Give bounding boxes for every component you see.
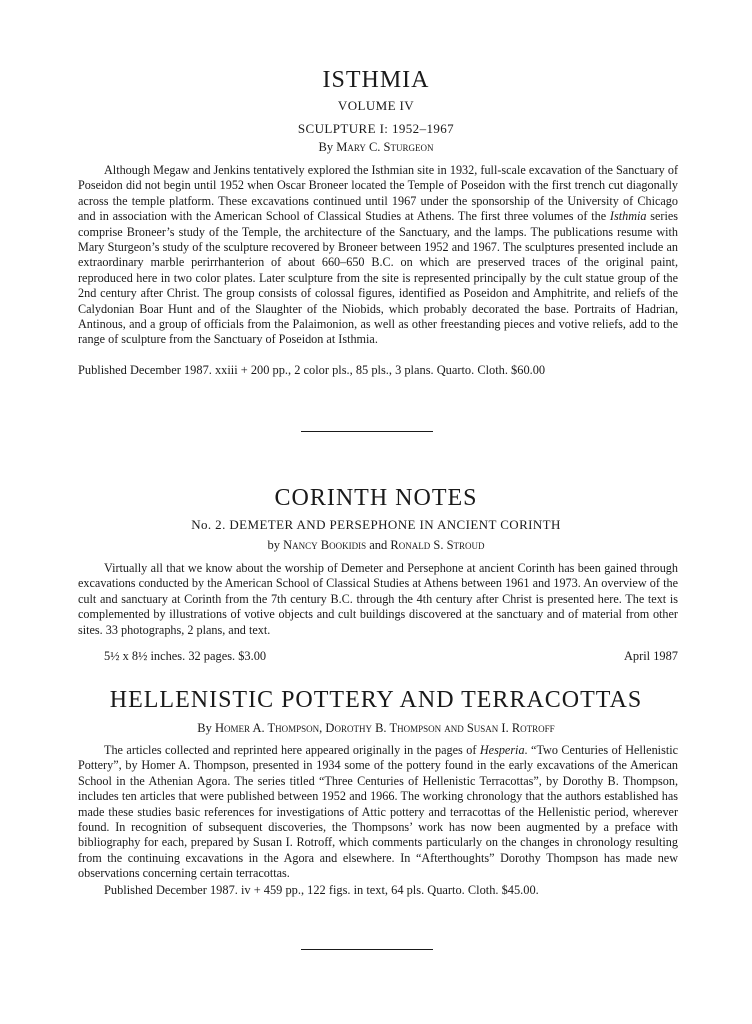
hellenistic-body-1: The articles collected and reprinted here appeared originally in the pages of [104,743,480,757]
corinth-subtitle: No. 2. DEMETER AND PERSEPHONE IN ANCIENT CORINTH [191,517,561,532]
corinth-author-2: Ronald S. Stroud [390,538,485,552]
isthmia-byline [0,139,752,156]
hellenistic-title: HELLENISTIC POTTERY AND TERRACOTTAS [109,687,643,713]
corinth-title: CORINTH NOTES [274,485,478,511]
corinth-author-1: Nancy Bookidis [283,538,367,552]
isthmia-by: By [318,140,334,154]
isthmia-description [78,163,678,348]
corinth-by: by [267,538,280,552]
isthmia-series-title: Isthmia [609,209,647,224]
isthmia-title: ISTHMIA [322,67,430,93]
corinth-description: Virtually all that we know about the worship of Demeter and Persephone at ancient Corinth has been gained through excavations conducted by the American School of Classical Studies at Athens between 1961 and 1973. An overview of the cult and sanctuary at Corinth from the 7th century B.C. through the 4th century after Christ is presented here. The text is complemented by illustrations of votive objects and cult buildings discovered at the sanctuary and of material from other sites. 33 photographs, 2 plans, and text. [78,561,678,637]
section-divider [301,431,433,432]
corinth-byline [0,537,752,554]
isthmia-body-2: series comprise Broneer’s study of the Temple, the architecture of the Sanctuary, and the lamps. The publications resume with Mary Sturgeon’s study of the sculpture recovered by Broneer between 1952 and 1967. The sculptures presented include an extraordinary marble perirrhanterion of about 660–650 B.C. on which are preserved traces of the original paint, reproduced here in two color plates. Later sculpture from the site is represented principally by the cult statue group of the 2nd century after Christ. The group consists of colossal figures, identified as Poseidon and Amphitrite, and reliefs of the Calydonian Boar Hunt and of the Slaughter of the Niobids, which probably decorated the base. Portraits of Hadrian, Antinous, and a group of officials from the Palaimonion, as well as other freestanding pieces and votive reliefs, add to the range of sculpture from the Sanctuary of Poseidon at Isthmia. [78,209,679,347]
isthmia-body-1: Although Megaw and Jenkins tentatively explored the Isthmian site in 1932, full-scale excavation of the Sanctuary of Poseidon did not begin until 1952 when Oscar Broneer located the Temple of Poseidon with the first trench cut diagonally across the temple platform. These excavations continued until 1967 under the sponsorship of the University of Chicago and in association with the American School of Classical Studies at Athens. The first three volumes of the [78,163,678,224]
isthmia-volume: VOLUME IV [337,98,415,113]
corinth-date: April 1987 [623,649,678,663]
hellenistic-publication-info: Published December 1987. iv + 459 pp., 122 figs. in text, 64 pls. Quarto. Cloth. $45.00. [104,883,539,897]
hellenistic-description [78,743,678,882]
isthmia-author: Mary C. Sturgeon [336,140,434,154]
corinth-and: and [369,538,388,552]
hellenistic-body-2: . “Two Centuries of Hellenistic Pottery”, by Homer A. Thompson, presented in 1934 some of the pottery found in the early excavations of the American School in the Athenian Agora. The series titled “Three Centuries of Hellenistic Terracottas”, by Dorothy B. Thompson, includes ten articles that were published between 1952 and 1966. The working chronology that the authors established has made these studies basic references for investigations of Attic pottery and terracottas of the Hellenistic period, wherever found. In recognition of subsequent discoveries, the Thompsons’ work has now been augmented by a preface with bibliography for each, prepared by Susan I. Rotroff, which comments particularly on the changes in chronology resulting from the continuing excavations in the Agora and elsewhere. In “Afterthoughts” Dorothy Thompson has made new observations concerning certain terracottas. [78,743,678,881]
hellenistic-authors: Homer A. Thompson, Dorothy B. Thompson and Susan I. Rotroff [215,721,555,735]
corinth-specs: 5½ x 8½ inches. 32 pages. $3.00 [104,649,267,663]
isthmia-subtitle: SCULPTURE I: 1952–1967 [297,121,455,136]
isthmia-publication-info: Published December 1987. xxiii + 200 pp., 2 color pls., 85 pls., 3 plans. Quarto. Cloth. $60.00 [78,363,546,377]
hellenistic-journal-title: Hesperia [479,743,525,757]
bottom-divider [301,949,433,950]
hellenistic-by: By [197,721,212,735]
hellenistic-byline [0,720,752,737]
